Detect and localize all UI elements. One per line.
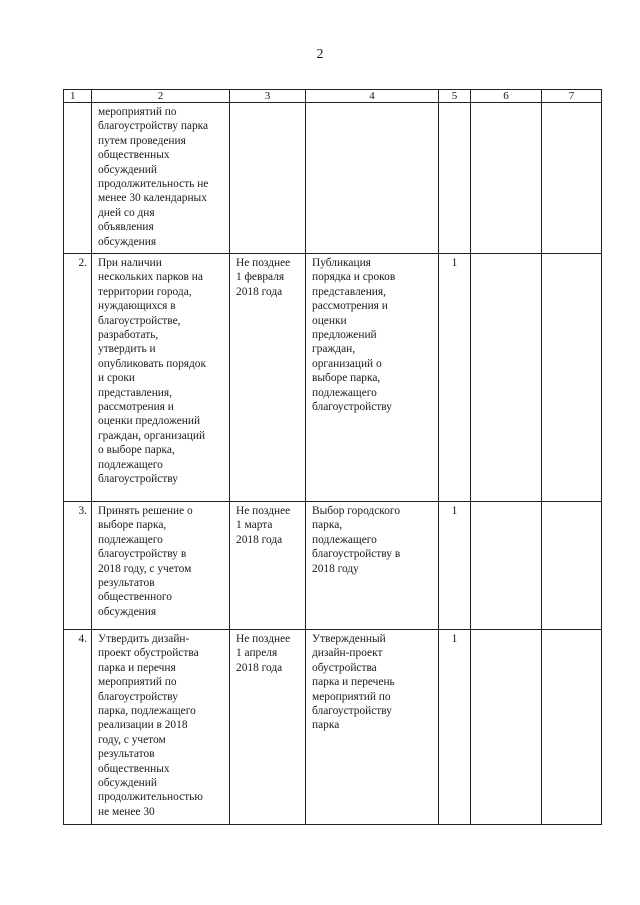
deadline-text: Не позднее 1 апреля 2018 года [236, 633, 291, 674]
result-cell [306, 254, 439, 502]
column-7-value [542, 254, 601, 256]
column-7-value [542, 630, 601, 632]
row-number: 4. [78, 633, 87, 645]
deadline-cell [230, 254, 306, 502]
row-number [64, 103, 91, 105]
task-text: Принять решение о выборе парка, подлежащего благоустройству в 2018 году, с учетом результатов общественного обсуждения [98, 505, 193, 618]
column-5-value: 1 [451, 633, 458, 645]
column-header: 4 [306, 90, 439, 103]
column-7-value [542, 103, 601, 105]
column-header: 1 [64, 90, 92, 103]
plan-table [63, 89, 602, 825]
column-6-cell [471, 254, 542, 502]
deadline-cell [230, 103, 306, 254]
row-number-cell [64, 103, 92, 254]
column-header: 3 [230, 90, 306, 103]
column-7-cell [542, 103, 602, 254]
column-5-value: 1 [451, 505, 458, 517]
result-cell [306, 103, 439, 254]
row-number-cell [64, 630, 92, 825]
column-7-cell [542, 502, 602, 630]
column-6-value [471, 630, 541, 632]
task-text: мероприятий по благоустройству парка путем проведения общественных обсуждений продолжительность не менее 30 календарных дней со дня объявления обсуждения [98, 106, 209, 248]
deadline-text: Не позднее 1 марта 2018 года [236, 505, 291, 546]
column-7-cell [542, 630, 602, 825]
column-5-cell [439, 502, 471, 630]
table-header-row [64, 90, 602, 103]
column-6-value [471, 103, 541, 105]
column-header: 2 [92, 90, 230, 103]
column-header: 7 [542, 90, 602, 103]
row-number: 2. [78, 257, 87, 269]
result-text [306, 103, 438, 105]
task-cell [92, 630, 230, 825]
deadline-cell [230, 630, 306, 825]
table-row [64, 103, 602, 254]
column-header: 5 [439, 90, 471, 103]
column-7-cell [542, 254, 602, 502]
column-5-value: 1 [451, 257, 458, 269]
result-text: Утвержденный дизайн-проект обустройства парка и перечень мероприятий по благоустройству парка [312, 633, 395, 732]
column-5-value [439, 103, 470, 105]
task-cell [92, 502, 230, 630]
result-text: Выбор городского парка, подлежащего благоустройству в 2018 году [312, 505, 401, 575]
table-row [64, 502, 602, 630]
column-6-cell [471, 103, 542, 254]
task-text: При наличии нескольких парков на территории города, нуждающихся в благоустройстве, разработать, утвердить и опубликовать порядок и сроки представления, рассмотрения и оценки предложений граждан, организаций о выборе парка, подлежащего благоустройству [98, 257, 207, 486]
task-cell [92, 254, 230, 502]
column-header: 6 [471, 90, 542, 103]
table-row [64, 254, 602, 502]
column-6-cell [471, 630, 542, 825]
deadline-cell [230, 502, 306, 630]
result-cell [306, 630, 439, 825]
row-number-cell [64, 254, 92, 502]
column-5-cell [439, 630, 471, 825]
column-6-value [471, 502, 541, 504]
column-7-value [542, 502, 601, 504]
task-cell [92, 103, 230, 254]
page-number: 2 [316, 47, 324, 62]
table-row [64, 630, 602, 825]
row-number-cell [64, 502, 92, 630]
column-5-cell [439, 103, 471, 254]
result-cell [306, 502, 439, 630]
row-number: 3. [78, 505, 87, 517]
deadline-text: Не позднее 1 февраля 2018 года [236, 257, 291, 298]
column-6-value [471, 254, 541, 256]
task-text: Утвердить дизайн- проект обустройства парка и перечня мероприятий по благоустройству парка, подлежащего реализации в 2018 году, с учетом результатов общественных обсуждений продолжительностью не менее 30 [98, 633, 203, 818]
deadline-text [230, 103, 305, 105]
column-6-cell [471, 502, 542, 630]
result-text: Публикация порядка и сроков представления, рассмотрения и оценки предложений граждан, организаций о выборе парка, подлежащего благоустройству [312, 257, 396, 414]
column-5-cell [439, 254, 471, 502]
